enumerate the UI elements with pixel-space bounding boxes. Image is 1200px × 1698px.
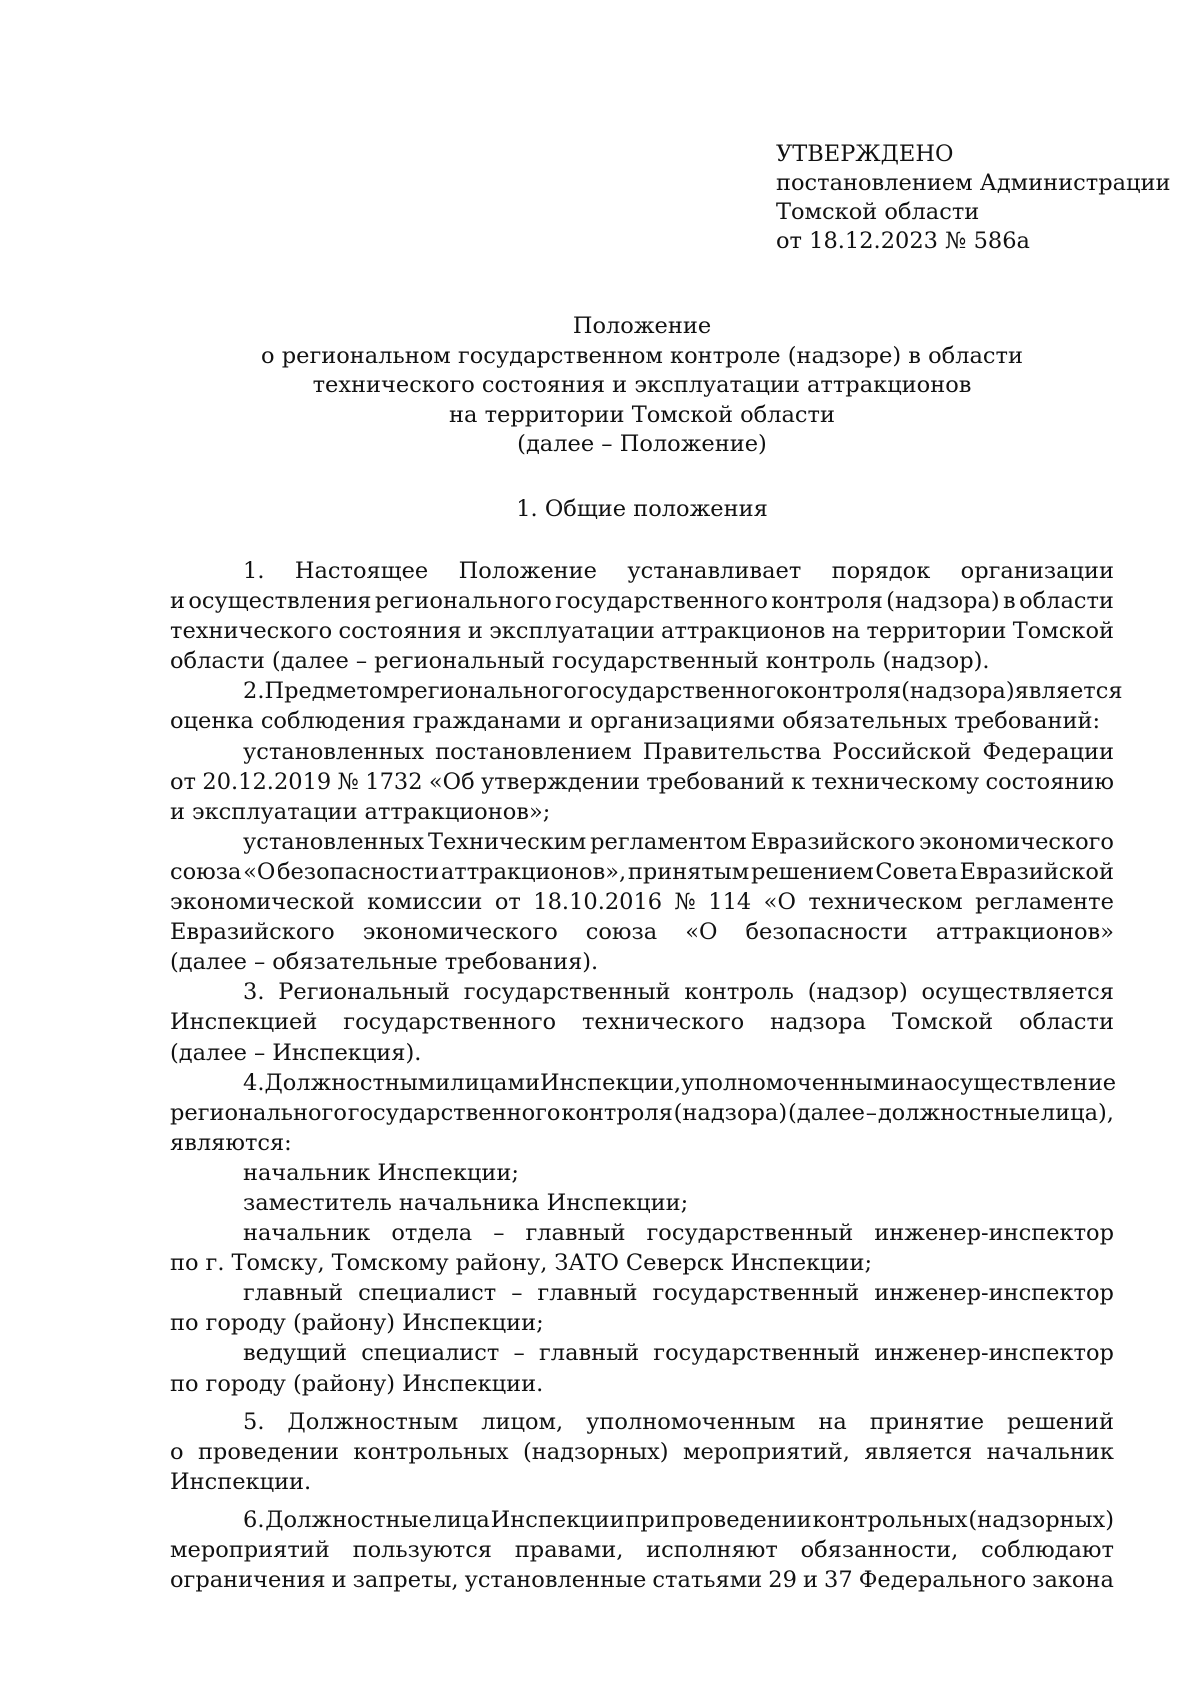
title-line: технического состояния и эксплуатации аттракционов	[312, 372, 972, 398]
paragraph-line: 4. Должностными лицами Инспекции, уполномоченными на осуществление	[243, 1069, 1117, 1096]
paragraph-line: регионального государственного контроля (надзора) (далее – должностные лица),	[170, 1099, 1114, 1126]
approval-date-number: от 18.12.2023 № 586а	[776, 228, 1030, 254]
paragraph-line: (далее – обязательные требования).	[170, 949, 599, 976]
paragraph-line: от 20.12.2019 № 1732 «Об утверждении требований к техническому состоянию	[170, 768, 1114, 795]
paragraph	[170, 1505, 1114, 1595]
approval-heading: УТВЕРЖДЕНО	[776, 141, 954, 167]
paragraph-line: Инспекцией государственного технического надзора Томской области	[170, 1009, 1114, 1036]
paragraph-line: начальник отдела – главный государственный инженер-инспектор	[243, 1220, 1114, 1247]
paragraph	[170, 827, 1114, 977]
paragraph-line: союза «О безопасности аттракционов», принятым решением Совета Евразийской	[170, 858, 1114, 885]
paragraph-line: установленных Техническим регламентом Евразийского экономического	[243, 828, 1114, 855]
paragraph-line: начальник Инспекции;	[243, 1159, 519, 1186]
paragraph	[170, 737, 1114, 827]
paragraph-line: и эксплуатации аттракционов»;	[170, 798, 551, 825]
section-heading: 1. Общие положения	[516, 496, 768, 522]
paragraph	[170, 1068, 1117, 1158]
paragraph-line: ведущий специалист – главный государственный инженер-инспектор	[243, 1340, 1114, 1367]
title-line: (далее – Положение)	[517, 431, 767, 457]
paragraph-line: области (далее – региональный государственный контроль (надзор).	[170, 648, 990, 675]
paragraph	[170, 1218, 1114, 1278]
paragraph-line: установленных постановлением Правительства Российской Федерации	[243, 738, 1114, 765]
document-body	[170, 556, 1123, 1595]
paragraph	[170, 676, 1123, 736]
paragraph-line: мероприятий пользуются правами, исполняют обязанности, соблюдают	[170, 1537, 1114, 1563]
paragraph-line: являются:	[170, 1129, 292, 1156]
paragraph	[170, 977, 1114, 1067]
paragraph	[170, 1407, 1114, 1497]
title-line: на территории Томской области	[449, 401, 835, 428]
paragraph	[170, 1278, 1114, 1338]
paragraph-line: ограничения и запреты, установленные статьями 29 и 37 Федерального закона	[170, 1567, 1114, 1594]
approval-region-line: Томской области	[776, 199, 980, 225]
paragraph-line: и осуществления регионального государственного контроля (надзора) в области	[170, 588, 1114, 615]
paragraph	[170, 1158, 1114, 1188]
paragraph-line: экономической комиссии от 18.10.2016 № 114 «О техническом регламенте	[170, 889, 1114, 916]
title-line: о региональном государственном контроле (надзоре) в области	[261, 342, 1023, 369]
paragraph-line: по городу (району) Инспекции;	[170, 1310, 544, 1337]
paragraph-line: 3. Региональный государственный контроль (надзор) осуществляется	[243, 979, 1114, 1006]
paragraph-line: заместитель начальника Инспекции;	[243, 1189, 689, 1216]
paragraph-line: (далее – Инспекция).	[170, 1039, 422, 1066]
paragraph-line: 5. Должностным лицом, уполномоченным на принятие решений	[243, 1408, 1114, 1435]
paragraph-line: о проведении контрольных (надзорных) мероприятий, является начальник	[170, 1438, 1114, 1465]
paragraph	[170, 556, 1114, 676]
paragraph-line: 2. Предметом регионального государственного контроля (надзора) является	[243, 678, 1123, 705]
paragraph-line: по г. Томску, Томскому району, ЗАТО Северск Инспекции;	[170, 1250, 873, 1277]
title-line: Положение	[572, 313, 712, 339]
paragraph-line: технического состояния и эксплуатации аттракционов на территории Томской	[170, 618, 1114, 645]
paragraph-line: главный специалист – главный государственный инженер-инспектор	[243, 1280, 1114, 1307]
paragraph-line: по городу (району) Инспекции.	[170, 1370, 544, 1397]
paragraph-line: 6. Должностные лица Инспекции при проведении контрольных (надзорных)	[243, 1506, 1114, 1533]
approval-stamp-block	[776, 140, 1171, 256]
paragraph	[170, 1188, 1114, 1218]
paragraph-line: Инспекции.	[170, 1468, 312, 1495]
paragraph-line: Евразийского экономического союза «О безопасности аттракционов»	[170, 919, 1114, 946]
approval-resolution-line: постановлением Администрации	[776, 170, 1171, 196]
paragraph	[170, 1338, 1114, 1398]
document-title	[170, 312, 1114, 460]
paragraph-line: оценка соблюдения гражданами и организациями обязательных требований:	[170, 708, 1101, 735]
paragraph-line: 1. Настоящее Положение устанавливает порядок организации	[243, 558, 1114, 584]
